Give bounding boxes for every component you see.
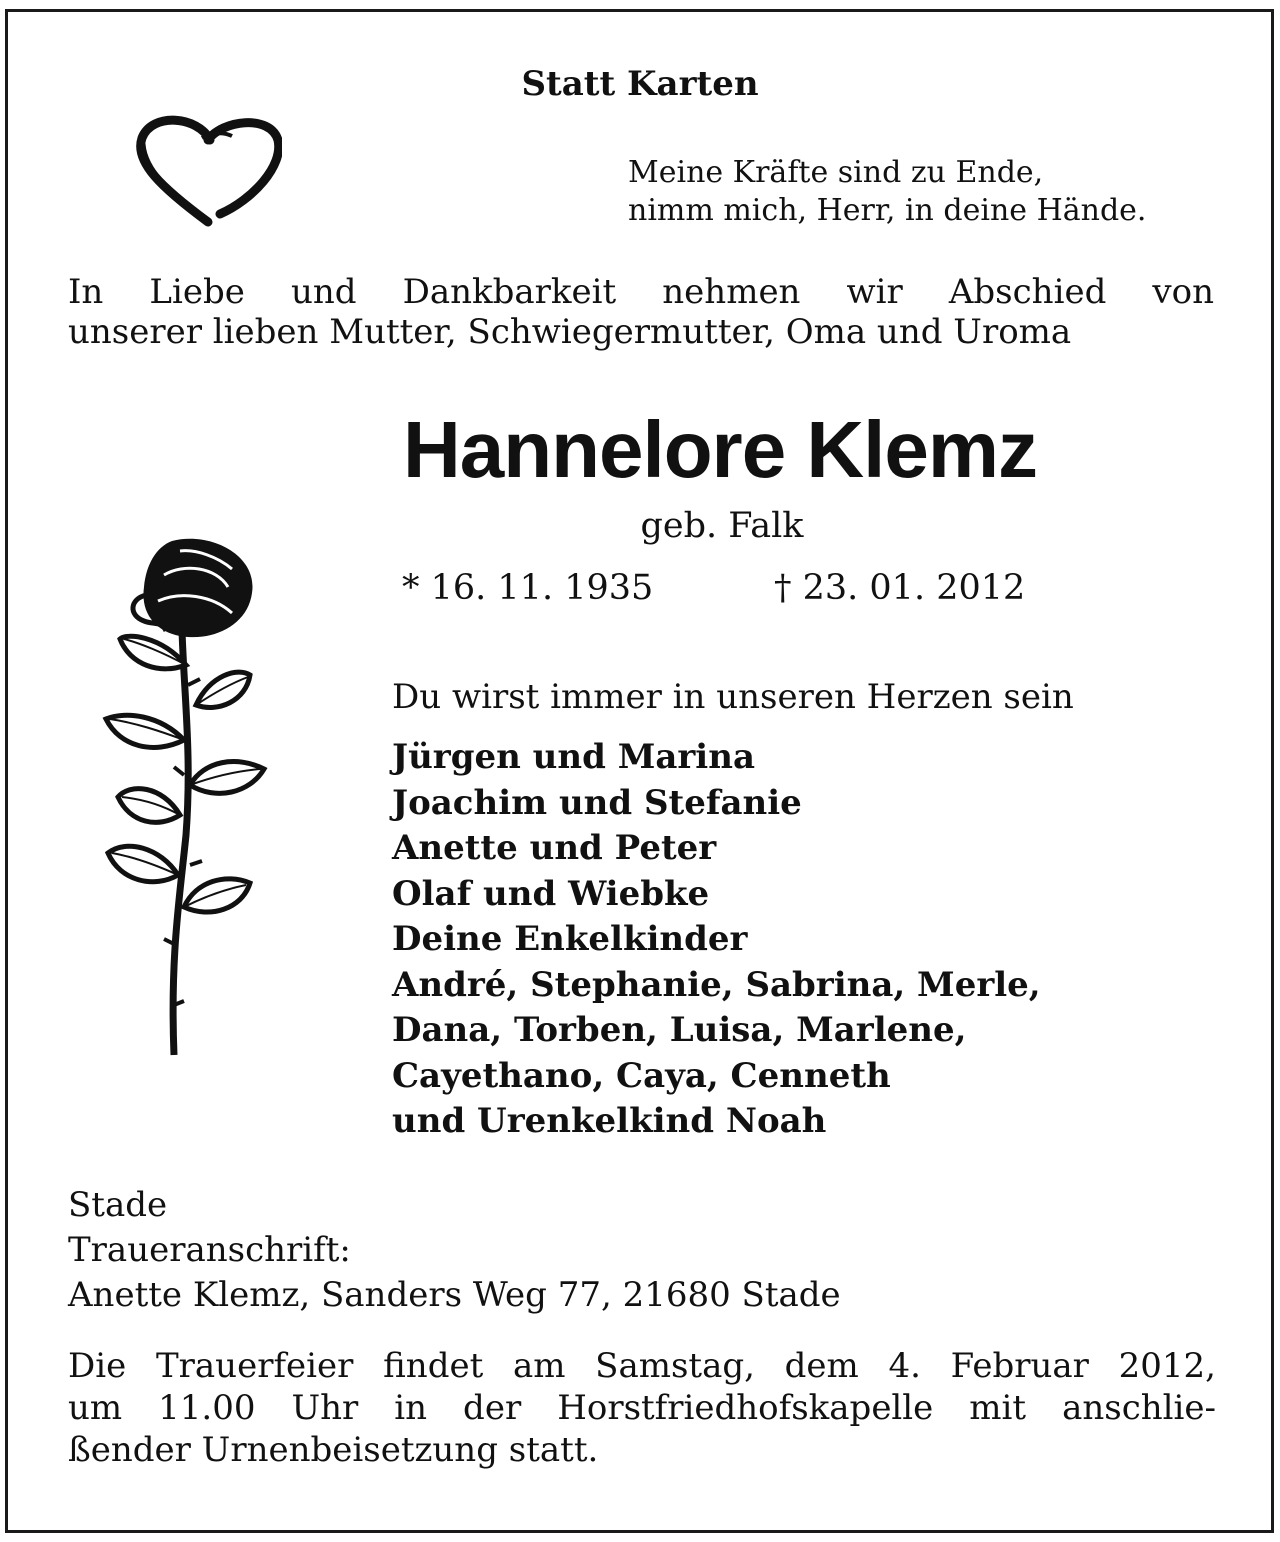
- rose-icon: [100, 535, 270, 1065]
- ceremony-line: ßender Urnenbeisetzung statt.: [68, 1430, 599, 1470]
- ceremony-text: [68, 1345, 1216, 1471]
- address-line: Anette Klemz, Sanders Weg 77, 21680 Stade: [68, 1275, 841, 1315]
- intro-line: In Liebe und Dankbarkeit nehmen wir Abschied von: [68, 272, 1214, 312]
- motto-line: Meine Kräfte sind zu Ende,: [628, 155, 1044, 190]
- mourning-address: [68, 1183, 841, 1318]
- family-line: André, Stephanie, Sabrina, Merle,: [392, 964, 1041, 1005]
- family-line: Anette und Peter: [392, 828, 717, 868]
- header-statt-karten: Statt Karten: [521, 64, 759, 104]
- birth-date: * 16. 11. 1935: [402, 568, 654, 608]
- birth-name: geb. Falk: [640, 506, 804, 546]
- family-list: [392, 735, 1041, 1145]
- death-date: † 23. 01. 2012: [774, 568, 1026, 608]
- deceased-name: Hannelore Klemz: [402, 405, 1038, 494]
- ceremony-line: Die Trauerfeier findet am Samstag, dem 4. Februar 2012,: [68, 1346, 1216, 1386]
- motto-verse: [628, 154, 1146, 230]
- family-line: Jürgen und Marina: [392, 737, 755, 777]
- family-line: Olaf und Wiebke: [392, 873, 710, 914]
- address-line: Traueranschrift:: [68, 1230, 351, 1270]
- address-line: Stade: [68, 1185, 168, 1225]
- family-line: Cayethano, Caya, Cenneth: [392, 1055, 891, 1096]
- ceremony-line: um 11.00 Uhr in der Horstfriedhofskapelle mit anschlie-: [68, 1388, 1216, 1428]
- intro-text: [68, 272, 1214, 352]
- heart-icon: [132, 110, 282, 240]
- family-line: Deine Enkelkinder: [392, 919, 748, 959]
- dedication-line: Du wirst immer in unseren Herzen sein: [392, 677, 1074, 717]
- intro-line: unserer lieben Mutter, Schwiegermutter, Oma und Uroma: [68, 312, 1072, 352]
- family-line: Dana, Torben, Luisa, Marlene,: [392, 1010, 967, 1050]
- family-line: Joachim und Stefanie: [392, 782, 802, 823]
- family-line: und Urenkelkind Noah: [392, 1101, 827, 1141]
- motto-line: nimm mich, Herr, in deine Hände.: [628, 193, 1147, 228]
